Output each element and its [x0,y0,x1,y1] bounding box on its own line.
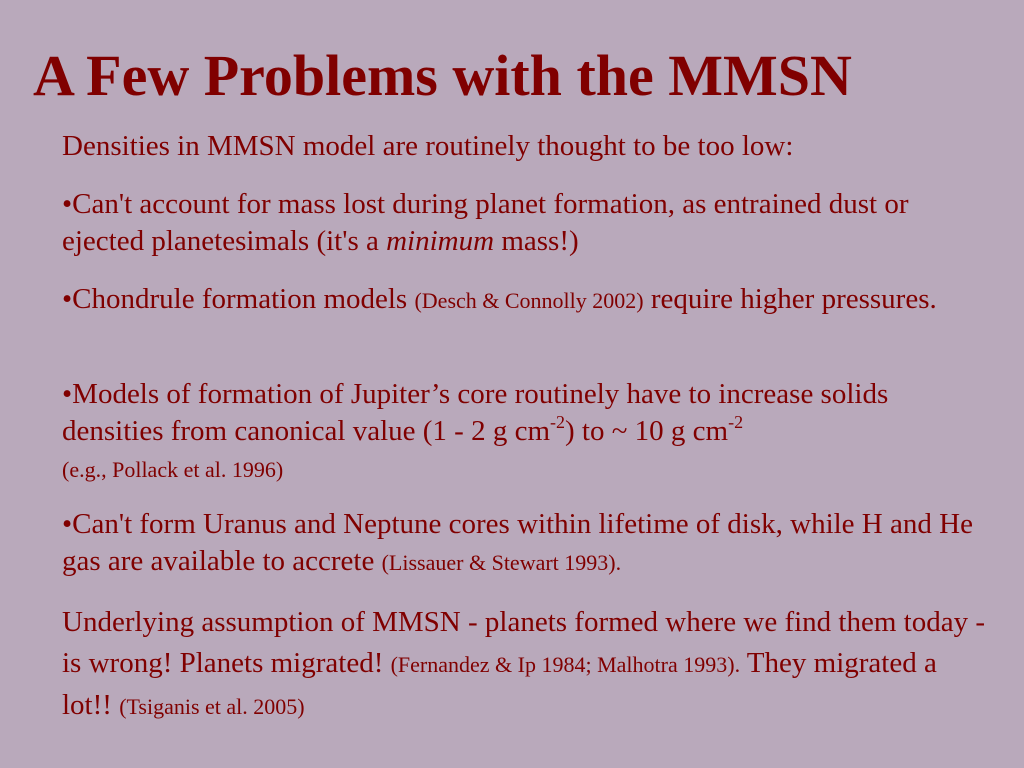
bullet-text: •Models of formation of Jupiter’s core routinely have to increase solids densities from canonical value (1 - 2 g cm [62,378,889,447]
bullet-uranus-neptune [62,506,987,581]
bullet-text: •Chondrule formation models [62,283,415,315]
emphasis-text: minimum [386,225,495,257]
bullet-mass-lost [62,186,987,260]
closing-text [62,602,987,727]
bullet-text: require higher pressures. [643,283,937,315]
bullet-jupiter-core [62,376,987,488]
superscript: -2 [728,412,744,432]
bullet-text: mass!) [494,225,579,257]
intro-text: Densities in MMSN model are routinely thought to be too low: [62,130,794,162]
bullet-text: •Can't account for mass lost during planet formation, as entrained dust or ejected planetesimals (it's a [62,188,909,257]
citation: (Fernandez & Ip 1984; Malhotra 1993). [390,652,741,677]
closing-statement: Underlying assumption of MMSN - planets formed where we find them today - is wrong! Planets migrated! [62,606,985,679]
bullet-text: ) to ~ 10 g cm [565,415,729,447]
closing-statement: They migrated a lot!! [62,647,937,721]
citation: (Lissauer & Stewart 1993). [381,550,622,575]
slide-title: A Few Problems with the MMSN [33,43,852,108]
citation: (Desch & Connolly 2002) [414,288,644,313]
citation: (Tsiganis et al. 2005) [119,694,305,719]
citation: (e.g., Pollack et al. 1996) [62,457,284,482]
bullet-chondrule [62,281,937,319]
superscript: -2 [550,412,566,432]
bullet-text: •Can't form Uranus and Neptune cores within lifetime of disk, while H and He gas are available to accrete [62,508,973,577]
